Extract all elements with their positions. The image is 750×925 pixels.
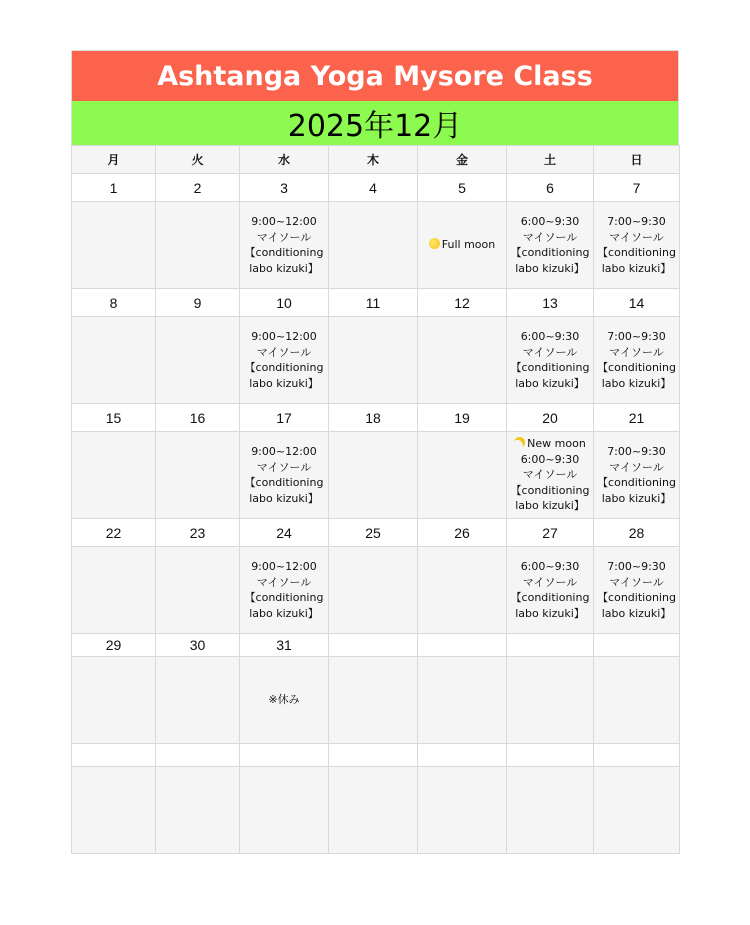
- event-cell-sat: [507, 547, 594, 634]
- event-line: 9:00~12:00: [251, 560, 317, 573]
- date-cell-sun: 14: [594, 289, 680, 317]
- event-block: [268, 692, 299, 708]
- date-cell-sat: [507, 634, 594, 657]
- event-cell-sat: [507, 767, 594, 854]
- event-line: labo kizuki】: [601, 261, 672, 275]
- event-line: 6:00~9:30: [520, 560, 580, 573]
- event-line: 7:00~9:30: [607, 330, 666, 343]
- event-cell-tue: [156, 657, 240, 744]
- month-label: 2025年12月: [71, 101, 679, 145]
- event-cell-wed: [240, 547, 329, 634]
- date-cell-mon: [72, 744, 156, 767]
- date-cell-sun: 7: [594, 174, 680, 202]
- date-cell-wed: 3: [240, 174, 329, 202]
- event-line: マイソール: [256, 345, 312, 359]
- date-cell-sat: 20: [507, 404, 594, 432]
- date-cell-wed: 31: [240, 634, 329, 657]
- event-line: 【conditioning: [597, 591, 676, 604]
- date-cell-wed: [240, 744, 329, 767]
- event-cell-tue: [156, 202, 240, 289]
- event-line: labo kizuki】: [515, 261, 585, 275]
- event-line: 6:00~9:30: [520, 330, 580, 343]
- date-row: [72, 634, 680, 657]
- event-block: [245, 329, 324, 391]
- event-cell-sun: [594, 317, 680, 404]
- event-line: labo kizuki】: [249, 606, 319, 620]
- event-cell-sun: [594, 767, 680, 854]
- event-line: labo kizuki】: [249, 491, 319, 505]
- event-block: [511, 329, 590, 391]
- date-cell-wed: 17: [240, 404, 329, 432]
- event-cell-fri: [418, 547, 507, 634]
- date-cell-mon: 1: [72, 174, 156, 202]
- date-cell-thu: [329, 744, 418, 767]
- moon-text: New moon: [527, 437, 586, 451]
- event-block: [597, 329, 676, 391]
- event-cell-fri: [418, 432, 507, 519]
- event-cell-sun: [594, 657, 680, 744]
- event-cell-mon: [72, 547, 156, 634]
- event-cell-wed: [240, 317, 329, 404]
- event-line: labo kizuki】: [249, 261, 319, 275]
- event-row: [72, 432, 680, 519]
- date-cell-wed: 24: [240, 519, 329, 547]
- event-cell-mon: [72, 767, 156, 854]
- new-moon-icon: [513, 436, 527, 450]
- event-cell-thu: [329, 657, 418, 744]
- event-line: labo kizuki】: [515, 499, 585, 513]
- event-block: [245, 559, 324, 621]
- event-line: マイソール: [609, 575, 664, 589]
- event-line: 【conditioning: [510, 246, 590, 259]
- date-cell-sun: 21: [594, 404, 680, 432]
- event-cell-thu: [329, 767, 418, 854]
- date-cell-fri: [418, 634, 507, 657]
- weekday-sun: 日: [594, 146, 680, 174]
- event-line: 6:00~9:30: [520, 452, 580, 466]
- event-row: [72, 657, 680, 744]
- event-cell-thu: [329, 202, 418, 289]
- date-cell-tue: 30: [156, 634, 240, 657]
- closed-note: ※休み: [268, 693, 300, 707]
- event-row: [72, 317, 680, 404]
- event-line: マイソール: [256, 460, 312, 474]
- event-line: 【conditioning: [597, 361, 676, 374]
- calendar-title: Ashtanga Yoga Mysore Class: [71, 50, 679, 101]
- event-line: 7:00~9:30: [607, 215, 666, 228]
- moon-text: Full moon: [441, 238, 496, 252]
- event-line: 7:00~9:30: [607, 560, 666, 573]
- weekday-fri: 金: [418, 146, 507, 174]
- event-cell-fri: [418, 202, 507, 289]
- date-row: [72, 519, 680, 547]
- date-cell-sat: [507, 744, 594, 767]
- date-cell-wed: 10: [240, 289, 329, 317]
- date-cell-sun: [594, 744, 680, 767]
- event-cell-mon: [72, 202, 156, 289]
- date-row: [72, 174, 680, 202]
- event-block: [245, 214, 324, 276]
- event-cell-sat: [507, 657, 594, 744]
- event-line: labo kizuki】: [601, 491, 672, 505]
- date-cell-mon: 22: [72, 519, 156, 547]
- weekday-wed: 水: [240, 146, 329, 174]
- event-line: 【conditioning: [510, 483, 590, 497]
- event-cell-sun: [594, 432, 680, 519]
- event-line: labo kizuki】: [601, 606, 672, 620]
- date-cell-sat: 27: [507, 519, 594, 547]
- event-cell-sun: [594, 202, 680, 289]
- date-cell-sun: 28: [594, 519, 680, 547]
- event-cell-fri: [418, 767, 507, 854]
- event-line: 9:00~12:00: [251, 445, 317, 458]
- date-row: [72, 289, 680, 317]
- calendar-sheet: [71, 50, 679, 854]
- event-cell-tue: [156, 317, 240, 404]
- weekday-header-row: [72, 146, 680, 174]
- event-block: [597, 559, 676, 621]
- event-line: マイソール: [256, 230, 312, 244]
- calendar-grid: [71, 145, 680, 854]
- new-moon-label: [511, 436, 590, 452]
- event-line: 6:00~9:30: [520, 215, 580, 228]
- event-cell-fri: [418, 657, 507, 744]
- event-cell-mon: [72, 317, 156, 404]
- event-block: [511, 436, 590, 514]
- date-cell-thu: 25: [329, 519, 418, 547]
- date-row: [72, 404, 680, 432]
- event-cell-sat: [507, 317, 594, 404]
- event-line: labo kizuki】: [515, 606, 585, 620]
- event-line: マイソール: [609, 345, 664, 359]
- event-cell-tue: [156, 547, 240, 634]
- date-cell-fri: 12: [418, 289, 507, 317]
- event-line: マイソール: [256, 575, 312, 589]
- event-block: [597, 444, 676, 506]
- event-line: 【conditioning: [510, 361, 590, 374]
- event-line: labo kizuki】: [249, 376, 319, 390]
- date-cell-mon: 15: [72, 404, 156, 432]
- event-line: マイソール: [609, 460, 664, 474]
- date-cell-fri: [418, 744, 507, 767]
- weekday-tue: 火: [156, 146, 240, 174]
- weekday-thu: 木: [329, 146, 418, 174]
- event-cell-thu: [329, 432, 418, 519]
- event-line: マイソール: [522, 575, 578, 589]
- date-cell-tue: 2: [156, 174, 240, 202]
- event-block: [429, 237, 495, 253]
- date-cell-fri: 26: [418, 519, 507, 547]
- event-line: マイソール: [522, 345, 578, 359]
- date-cell-thu: 11: [329, 289, 418, 317]
- date-cell-thu: [329, 634, 418, 657]
- event-line: 7:00~9:30: [607, 445, 666, 458]
- event-cell-sun: [594, 547, 680, 634]
- event-line: マイソール: [609, 230, 664, 244]
- event-line: 【conditioning: [597, 246, 676, 259]
- date-cell-sat: 6: [507, 174, 594, 202]
- date-cell-mon: 29: [72, 634, 156, 657]
- date-cell-tue: 16: [156, 404, 240, 432]
- event-row: [72, 547, 680, 634]
- event-line: 9:00~12:00: [251, 330, 317, 343]
- event-line: 9:00~12:00: [251, 215, 317, 228]
- event-cell-tue: [156, 432, 240, 519]
- event-line: labo kizuki】: [601, 376, 672, 390]
- event-line: 【conditioning: [244, 361, 324, 374]
- event-cell-sat: [507, 202, 594, 289]
- event-block: [511, 559, 590, 621]
- date-cell-sun: [594, 634, 680, 657]
- date-cell-mon: 8: [72, 289, 156, 317]
- event-block: [245, 444, 324, 506]
- event-line: マイソール: [522, 468, 578, 482]
- weekday-sat: 土: [507, 146, 594, 174]
- event-line: 【conditioning: [244, 246, 324, 259]
- event-line: labo kizuki】: [515, 376, 585, 390]
- date-cell-tue: 23: [156, 519, 240, 547]
- event-cell-sat: [507, 432, 594, 519]
- weekday-mon: 月: [72, 146, 156, 174]
- date-cell-thu: 18: [329, 404, 418, 432]
- event-cell-thu: [329, 317, 418, 404]
- event-block: [597, 214, 676, 276]
- event-line: 【conditioning: [597, 476, 676, 489]
- event-cell-mon: [72, 657, 156, 744]
- event-line: 【conditioning: [244, 591, 324, 604]
- date-cell-tue: 9: [156, 289, 240, 317]
- event-cell-wed: [240, 202, 329, 289]
- event-cell-wed: [240, 657, 329, 744]
- date-cell-thu: 4: [329, 174, 418, 202]
- event-cell-tue: [156, 767, 240, 854]
- event-cell-wed: [240, 767, 329, 854]
- date-cell-fri: 5: [418, 174, 507, 202]
- full-moon-icon: [429, 238, 440, 249]
- event-line: マイソール: [522, 230, 578, 244]
- date-cell-fri: 19: [418, 404, 507, 432]
- event-line: 【conditioning: [244, 476, 324, 489]
- event-line: 【conditioning: [510, 591, 590, 604]
- event-row: [72, 767, 680, 854]
- event-cell-wed: [240, 432, 329, 519]
- event-cell-thu: [329, 547, 418, 634]
- event-row: [72, 202, 680, 289]
- date-cell-sat: 13: [507, 289, 594, 317]
- event-cell-fri: [418, 317, 507, 404]
- event-cell-mon: [72, 432, 156, 519]
- full-moon-label: [429, 237, 495, 253]
- event-block: [511, 214, 590, 276]
- date-cell-tue: [156, 744, 240, 767]
- date-row: [72, 744, 680, 767]
